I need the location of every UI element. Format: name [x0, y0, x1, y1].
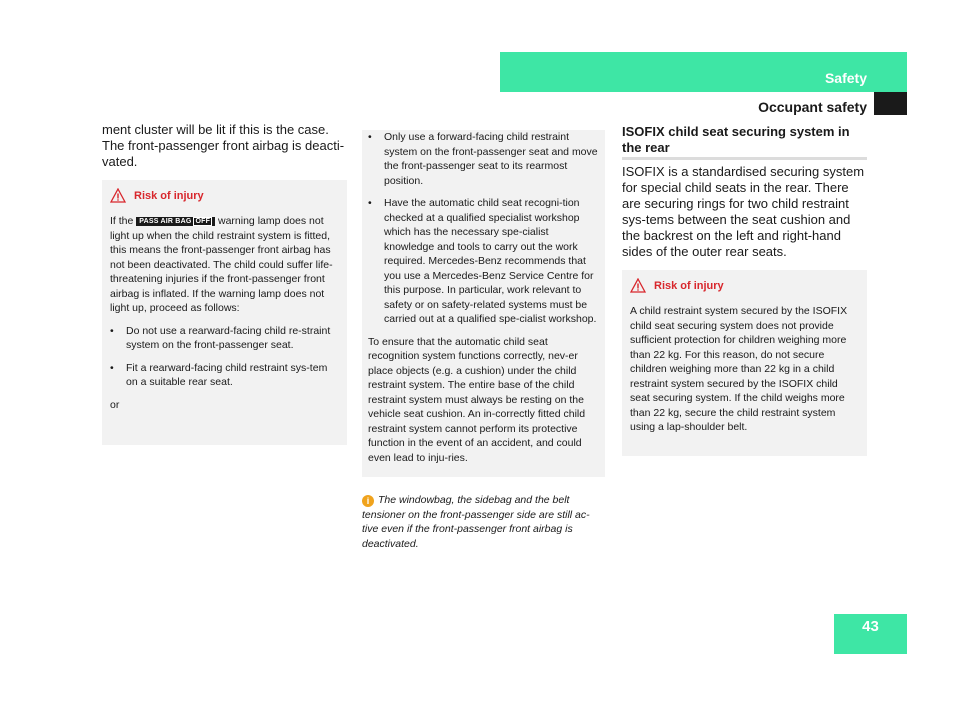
section-heading: ISOFIX child seat securing system in the rear	[622, 124, 850, 155]
warning-text: A child restraint system secured by the ISOFIX child seat securing system does not provide sufficient protection for children weighing more than 22 kg. For this reason, do not secure children weighing more than 22 kg in a child restraint system secured by the ISOFIX child seat securing system. If the child weighs more than 22 kg, secure the child restraint system using a lap-shoulder belt.	[630, 305, 848, 433]
pass-air-bag-off-lamp-icon: PASS AIR BAG OFF	[136, 217, 215, 226]
list-item: • Have the automatic child seat recogni-tion checked at a qualified specialist workshop which has the necessary spe-cialist knowledge and tools to carry out the work required. Mercedes-Benz recommends that you use a Mercedes-Benz Service Centre for this purpose. In particular, work relevant to safety or on safety-related systems must be carried out at a qualified spe-cialist workshop.	[368, 197, 597, 325]
warning-title: Risk of injury	[630, 278, 859, 294]
section-title: Safety	[824, 70, 867, 86]
subsection-title: Occupant safety	[758, 99, 867, 115]
col2-content	[362, 130, 605, 551]
info-note: i The windowbag, the sidebag and the belt tensioner on the front-passenger side are still ac-tive even if the front-passenger front airbag is deactivated.	[362, 494, 590, 550]
col3-paragraph: ISOFIX is a standardised securing system for special child seats in the rear. There are securing rings for two child restraint sys-tems between the seat cushion and the backrest on the left and right-hand sides of the outer rear seats.	[622, 164, 865, 259]
col2-paragraph: To ensure that the automatic child seat recognition system functions correctly, nev-er place objects (e.g. a cushion) under the child restraint system. The entire base of the child restraint system must always be resting on the vehicle seat cushion. An in-correctly fitted child restraint system cannot perform its protective function in the event of an accident, and could even lead to inju-ries.	[368, 335, 586, 464]
or-text: or	[110, 398, 120, 411]
warning-title: Risk of injury	[110, 188, 339, 204]
warning-box-2	[622, 270, 867, 456]
col1-intro: ment cluster will be lit if this is the case. The front-passenger front airbag is deacti-vated.	[102, 122, 345, 169]
list-item: • Only use a forward-facing child restraint system on the front-passenger seat and move the front-passenger seat to its rearmost position.	[368, 131, 598, 187]
warning-box-1	[102, 180, 347, 445]
list-item: • Do not use a rearward-facing child re-straint system on the front-passenger seat.	[110, 324, 331, 351]
col2-box	[362, 130, 605, 477]
page-number: 43	[862, 618, 879, 635]
warning-triangle-icon	[630, 278, 646, 294]
list-item: • Fit a rearward-facing child restraint sys-tem on a suitable rear seat.	[110, 361, 328, 388]
info-icon: i	[362, 495, 374, 507]
heading-divider	[622, 157, 867, 160]
header-tab-marker	[874, 92, 907, 115]
warning-text: If the PASS AIR BAG OFF warning lamp does not light up when the child restraint system is fitted, this means the front-passenger front airbag has not been deactivated. The child could suffer life-threatening injuries if the front-passenger front airbag is inflated. If the warning lamp does not light up, proceed as follows:	[110, 215, 333, 314]
warning-triangle-icon	[110, 188, 126, 204]
